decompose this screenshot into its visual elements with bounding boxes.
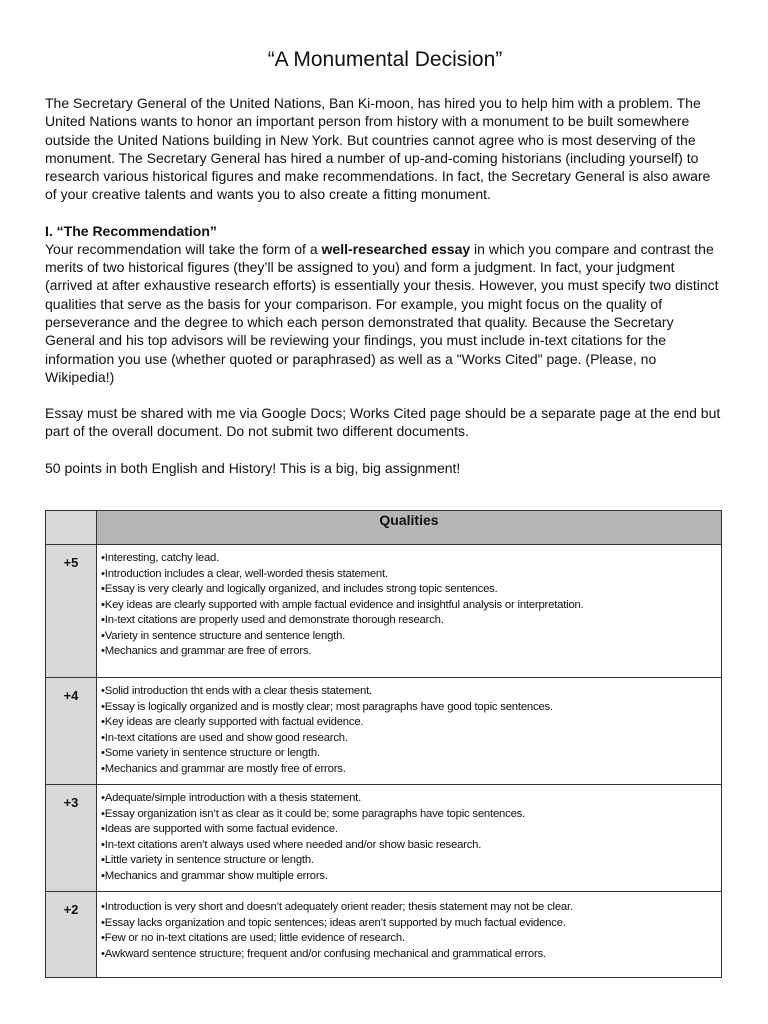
criteria-item: •Awkward sentence structure; frequent and/or confusing mechanical and grammatical errors.: [101, 947, 546, 960]
criteria-item: •Some variety in sentence structure or length.: [101, 747, 320, 759]
rubric-score: +2: [46, 892, 97, 978]
criteria-item: •Solid introduction tht ends with a clear thesis statement.: [101, 685, 372, 697]
criteria-item: •Interesting, catchy lead.: [101, 552, 220, 564]
rubric-criteria: [97, 678, 722, 785]
criteria-item: •Ideas are supported with some factual evidence.: [101, 823, 338, 835]
rubric-score: +4: [46, 678, 97, 785]
document-body: [45, 46, 725, 477]
rubric-criteria: [97, 545, 722, 678]
page-title: “A Monumental Decision”: [267, 48, 503, 71]
criteria-item: •Mechanics and grammar show multiple errors.: [101, 869, 328, 882]
rubric-score: +5: [46, 545, 97, 678]
criteria-item: •Mechanics and grammar are free of errors.: [101, 645, 312, 657]
criteria-item: •Adequate/simple introduction with a thesis statement.: [101, 792, 362, 804]
criteria-item: •In-text citations aren’t always used where needed and/or show basic research.: [101, 838, 482, 851]
section-heading-recommendation: I. “The Recommendation”: [45, 222, 217, 239]
sharing-instructions: Essay must be shared with me via Google Docs; Works Cited page should be a separate page at the end but part of the overall document. Do not submit two different documents.: [45, 405, 721, 440]
spacer: [45, 441, 725, 459]
criteria-item: •Key ideas are clearly supported with factual evidence.: [101, 716, 364, 728]
rubric-header-qualities: Qualities: [97, 511, 722, 545]
criteria-item: •Essay is very clearly and logically organized, and includes strong topic sentences.: [101, 583, 498, 595]
rubric-row: [46, 892, 722, 978]
rubric-criteria: [97, 892, 722, 978]
criteria-item: •Essay lacks organization and topic sentences; ideas aren’t supported by much factual evidence.: [101, 916, 566, 929]
recommendation-paragraph: [45, 240, 725, 386]
spacer: [45, 386, 725, 404]
rubric-criteria: [97, 785, 722, 892]
intro-paragraph: The Secretary General of the United Nations, Ban Ki-moon, has hired you to help him with a problem. The United Nations wants to honor an important person from history with a monument to be built somewhere outside the United Nations building in New York. But countries cannot agree who is most deserving of the monument. The Secretary General has hired a number of up-and-coming historians (including yourself) to research various historical figures and make recommendations. In fact, the Secretary General is also aware of your creative talents and wants you to also create a fitting monument.: [45, 95, 711, 203]
rubric-table: [45, 510, 722, 978]
rubric-row: [46, 678, 722, 785]
criteria-item: •In-text citations are used and show good research.: [101, 731, 348, 744]
criteria-item: •Introduction is very short and doesn’t adequately orient reader; thesis statement may not be clear.: [101, 901, 573, 913]
recommendation-emphasis: well-researched essay: [321, 240, 471, 257]
criteria-item: •Essay organization isn’t as clear as it could be; some paragraphs have topic sentences.: [101, 807, 526, 820]
criteria-item: •In-text citations are properly used and demonstrate thorough research.: [101, 614, 444, 626]
recommendation-text-start: Your recommendation will take the form of a: [45, 240, 322, 257]
points-note: 50 points in both English and History! This is a big, big assignment!: [45, 459, 461, 476]
recommendation-text-end: in which you compare and contrast the merits of two historical figures (they’ll be assigned to you) and form a judgment. In fact, your judgment (arrived at after exhaustive research efforts) is essentially your thesis. However, you must specify two distinct qualities that serve as the basis for your comparison. For example, you might focus on the quality of perseverance and the degree to which each person demonstrated that quality. Because the Secretary General and his top advisors will be reviewing your findings, you must include in-text citations for the information you use (whether quoted or paraphrased) as well as a "Works Cited" page. (Please, no Wikipedia!): [45, 240, 719, 385]
criteria-item: •Few or no in-text citations are used; little evidence of research.: [101, 932, 405, 944]
criteria-item: •Introduction includes a clear, well-worded thesis statement.: [101, 567, 388, 580]
rubric-row: [46, 785, 722, 892]
criteria-item: •Essay is logically organized and is mostly clear; most paragraphs have good topic sentences.: [101, 700, 553, 713]
rubric-row: [46, 545, 722, 678]
rubric-score: +3: [46, 785, 97, 892]
criteria-item: •Little variety in sentence structure or length.: [101, 854, 314, 866]
criteria-item: •Variety in sentence structure and sentence length.: [101, 629, 346, 642]
criteria-item: •Key ideas are clearly supported with ample factual evidence and insightful analysis or interpretation.: [101, 598, 584, 611]
criteria-item: •Mechanics and grammar are mostly free of errors.: [101, 762, 346, 775]
rubric-corner-cell: [46, 511, 97, 545]
spacer: [45, 204, 725, 222]
rubric-header-row: [46, 511, 722, 545]
